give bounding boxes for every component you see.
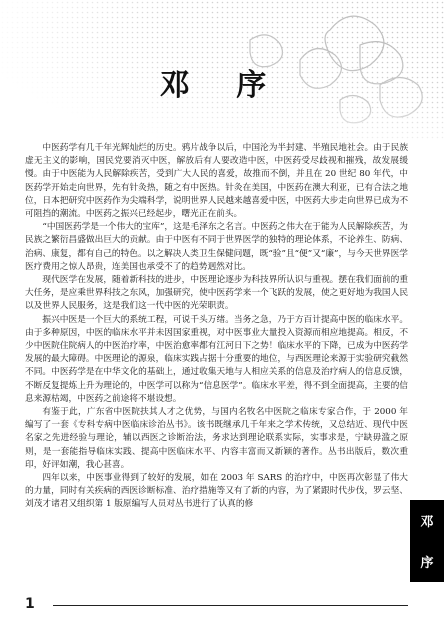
paragraph: 现代医学在发展，随着新科技的进步，中医理论逐步为科技界所认识与重视。摆在我们面前的重大任务，是应乘世界科技之东风，加强研究，使中医药学来一个飞跃的发展，使之更好地为我国人民以及世界人民服务，这是我们这一代中医的光荣职责。 <box>25 275 408 312</box>
paragraph: 振兴中医是一个巨大的系统工程，可说千头万绪。当务之急，乃于方百计提高中医的临床水平。由于多种原因，中医的临床水平并未因国家重视，对中医事业大量投入资源而相应地提高。相反，不少中医院住院病人的中医治疗率，中医治愈率都有江河日下之势！临床水平的下降，已成为中医药学发展的最大障碍。中医理论的源泉，临床实践占据十分重要的地位，与西医理论来源于实验研究截然不同。中医药学是在中华文化的基础上，通过收集天地与人相应关系的信息及治疗病人的信息反馈，不断反复提炼上升为理论的，中医学可以称为“信息医学”。临床水平差，得不到全面提高，主要的信息来源枯竭，中医药之前途将不堪设想。 <box>25 314 408 404</box>
chapter-side-tab <box>410 500 444 582</box>
paragraph: “中国医药学是一个伟大的宝库”，这是毛泽东之名言。中医药之伟大在于能为人民解除疾苦，为民族之繁衍昌盛做出巨大的贡献。由于中医有不同于世界医学的独特的理论体系，不论养生、防病、治病、康复，都有自己的特色。以之解决人类卫生保健问题，既“验”且“便”又“廉”，与今天世界医学医疗费用之惊人昂贵，连美国也承受不了的趋势迥然对比。 <box>25 222 408 272</box>
side-tab-char: 序 <box>420 556 434 571</box>
page-footer <box>25 598 408 612</box>
preface-body <box>25 142 408 512</box>
paragraph: 中医药学有几千年光辉灿烂的历史。鸦片战争以后，中国沦为半封建、半殖民地社会。由于民族虚无主义的影响，国民党要消灭中医，解放后有人要改造中医，中医药受尽歧视和摧残，故发展缓慢。由于中医能为人民解除疾苦，受到广大人民的喜爱，故推而不倒，并且在 20 世纪 80 年代，中医药学开始走向世界，先有针灸热，随之有中医热。针灸在美国，中医药在澳大利亚，已有合法之地位，日本把研究中医药作为尖端科学，说明世界人民越来越喜爱中医，中医药大步走向世界已成为不可阻挡的潮流。中医药之振兴已经起步，曙光正在前头。 <box>25 143 408 220</box>
side-tab-char: 邓 <box>420 515 434 530</box>
paragraph: 四年以来，中医事业得到了较好的发展，如在 2003 年 SARS 的治疗中，中医再次彰显了伟大的力量，同时有关疾病的西医诊断标准、治疗措施等又有了新的内容，为了紧跟时代步伐，罗云坚、刘茂才诸君又组织第 1 版原编写人员对丛书进行了认真的修 <box>25 473 408 510</box>
footer-rule <box>53 605 408 606</box>
paragraph: 有鉴于此，广东省中医院扶其人才之优势，与国内名牧名中医院之临床专家合作，于 2000 年编写了一套《专科专病中医临床诊治丛书》。该书既继承几千年来之学术传统，又总结近、现代中医名家之先进经验与理论，辅以西医之诊断治法，务求达到理论联系实际，实事求是，宁缺毋滥之原则，是一套能指导临床实践、提高中医临床水平、内容丰富而又新颖的著作。丛书出版后，数次重印，好评如潮，我心甚喜。 <box>25 407 408 470</box>
page-title: 邓 序 <box>159 68 285 103</box>
page-number: 1 <box>25 596 39 612</box>
